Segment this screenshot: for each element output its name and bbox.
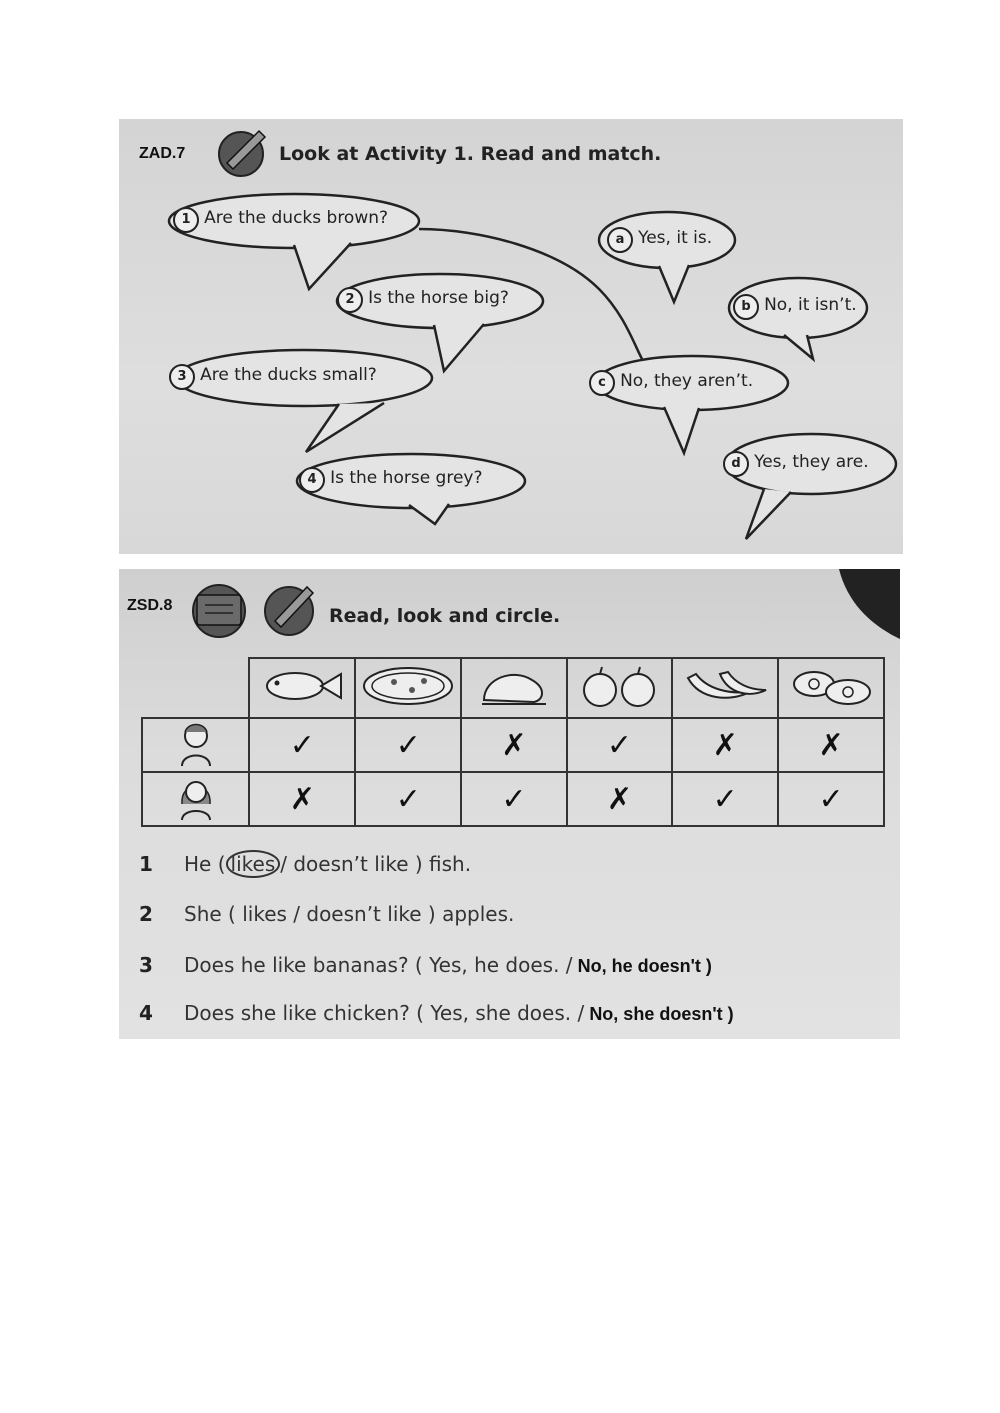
question-text: Are the ducks small? <box>200 365 377 385</box>
apples-cell <box>567 658 673 718</box>
exercise-8-photo <box>119 569 900 1039</box>
girl-pizza-mark: ✓ <box>395 781 421 817</box>
chicken-cell <box>461 658 566 718</box>
boy-mark-cell <box>778 718 884 772</box>
girl-mark-cell <box>249 772 355 826</box>
eggs-icon <box>786 664 876 708</box>
answer-text: Yes, it is. <box>638 228 713 248</box>
table-corner <box>142 658 249 718</box>
girl-eggs-mark: ✓ <box>818 781 844 817</box>
sentence-text: Does he like bananas? ( Yes, he does. / <box>184 953 573 977</box>
answer-text: No, it isn’t. <box>764 295 857 315</box>
eggs-cell <box>778 658 884 718</box>
boy-mark-cell <box>567 718 673 772</box>
fish-icon <box>257 666 347 706</box>
bananas-icon <box>680 664 770 708</box>
book-activity-icon <box>193 585 245 637</box>
answer-c <box>589 370 753 396</box>
boy-mark-cell <box>672 718 778 772</box>
sentence-number: 3 <box>139 953 153 977</box>
boy-chicken-mark: ✗ <box>501 727 527 763</box>
boy-icon <box>176 720 216 766</box>
pizza-icon <box>360 664 456 708</box>
exercise-8-tag: ZSD.8 <box>127 597 173 614</box>
question-3 <box>169 364 377 390</box>
sentence-text: He ( <box>184 852 226 876</box>
question-number: 1 <box>173 207 199 233</box>
sentence-number: 1 <box>139 852 153 876</box>
food-likes-table <box>141 657 885 827</box>
exercise-7-instruction: Look at Activity 1. Read and match. <box>279 143 662 165</box>
girl-mark-cell <box>355 772 461 826</box>
sentence-3 <box>139 953 712 977</box>
boy-apples-mark: ✓ <box>606 727 632 763</box>
girl-fish-mark: ✗ <box>289 781 315 817</box>
sentence-1 <box>139 852 471 876</box>
boy-fish-mark: ✓ <box>289 727 315 763</box>
boy-mark-cell <box>355 718 461 772</box>
boy-bananas-mark: ✗ <box>712 727 738 763</box>
girl-cell <box>142 772 249 826</box>
answer-letter: d <box>723 451 749 477</box>
chicken-icon <box>474 664 554 708</box>
typed-answer: No, he doesn't ) <box>577 956 712 976</box>
bubble-a <box>599 212 735 302</box>
answer-b <box>733 294 857 320</box>
pencil-activity-icon <box>265 587 313 635</box>
girl-mark-cell <box>461 772 566 826</box>
girl-apples-mark: ✗ <box>606 781 632 817</box>
sentence-2 <box>139 902 514 926</box>
boy-cell <box>142 718 249 772</box>
exercise-7-tag: ZAD.7 <box>139 145 186 162</box>
exercise-7-photo <box>119 119 903 554</box>
fish-cell <box>249 658 355 718</box>
girl-mark-cell <box>778 772 884 826</box>
girl-row <box>142 772 884 826</box>
sentence-text: Does she like chicken? ( Yes, she does. / <box>184 1001 585 1025</box>
speech-bubbles-layer <box>119 119 903 554</box>
girl-chicken-mark: ✓ <box>501 781 527 817</box>
question-text: Is the horse grey? <box>330 468 483 488</box>
sentence-text: She ( likes / doesn’t like ) apples. <box>184 902 515 926</box>
boy-eggs-mark: ✗ <box>818 727 844 763</box>
answer-letter: a <box>607 227 633 253</box>
typed-answer: No, she doesn't ) <box>589 1004 734 1024</box>
pencil-activity-icon <box>219 131 265 176</box>
answer-a <box>607 227 712 253</box>
answer-d <box>723 451 869 477</box>
circled-answer: likes <box>226 850 281 878</box>
question-number: 2 <box>337 287 363 313</box>
bubble-d <box>726 434 896 539</box>
boy-mark-cell <box>461 718 566 772</box>
answer-letter: b <box>733 294 759 320</box>
sentence-number: 4 <box>139 1001 153 1025</box>
boy-pizza-mark: ✓ <box>395 727 421 763</box>
answer-letter: c <box>589 370 615 396</box>
question-number: 3 <box>169 364 195 390</box>
question-2 <box>337 287 509 313</box>
boy-row <box>142 718 884 772</box>
bananas-cell <box>672 658 778 718</box>
sentence-number: 2 <box>139 902 153 926</box>
answer-text: Yes, they are. <box>754 452 869 472</box>
question-number: 4 <box>299 467 325 493</box>
boy-mark-cell <box>249 718 355 772</box>
apples-icon <box>574 664 664 708</box>
girl-icon <box>176 774 216 820</box>
girl-mark-cell <box>672 772 778 826</box>
question-1 <box>173 207 388 233</box>
question-text: Is the horse big? <box>368 288 509 308</box>
sentence-4 <box>139 1001 734 1025</box>
question-4 <box>299 467 483 493</box>
girl-bananas-mark: ✓ <box>712 781 738 817</box>
girl-mark-cell <box>567 772 673 826</box>
question-text: Are the ducks brown? <box>204 208 389 228</box>
sentence-text: / doesn’t like ) fish. <box>280 852 472 876</box>
pizza-cell <box>355 658 461 718</box>
food-header-row <box>142 658 884 718</box>
answer-text: No, they aren’t. <box>620 371 754 391</box>
exercise-8-instruction: Read, look and circle. <box>329 605 561 627</box>
